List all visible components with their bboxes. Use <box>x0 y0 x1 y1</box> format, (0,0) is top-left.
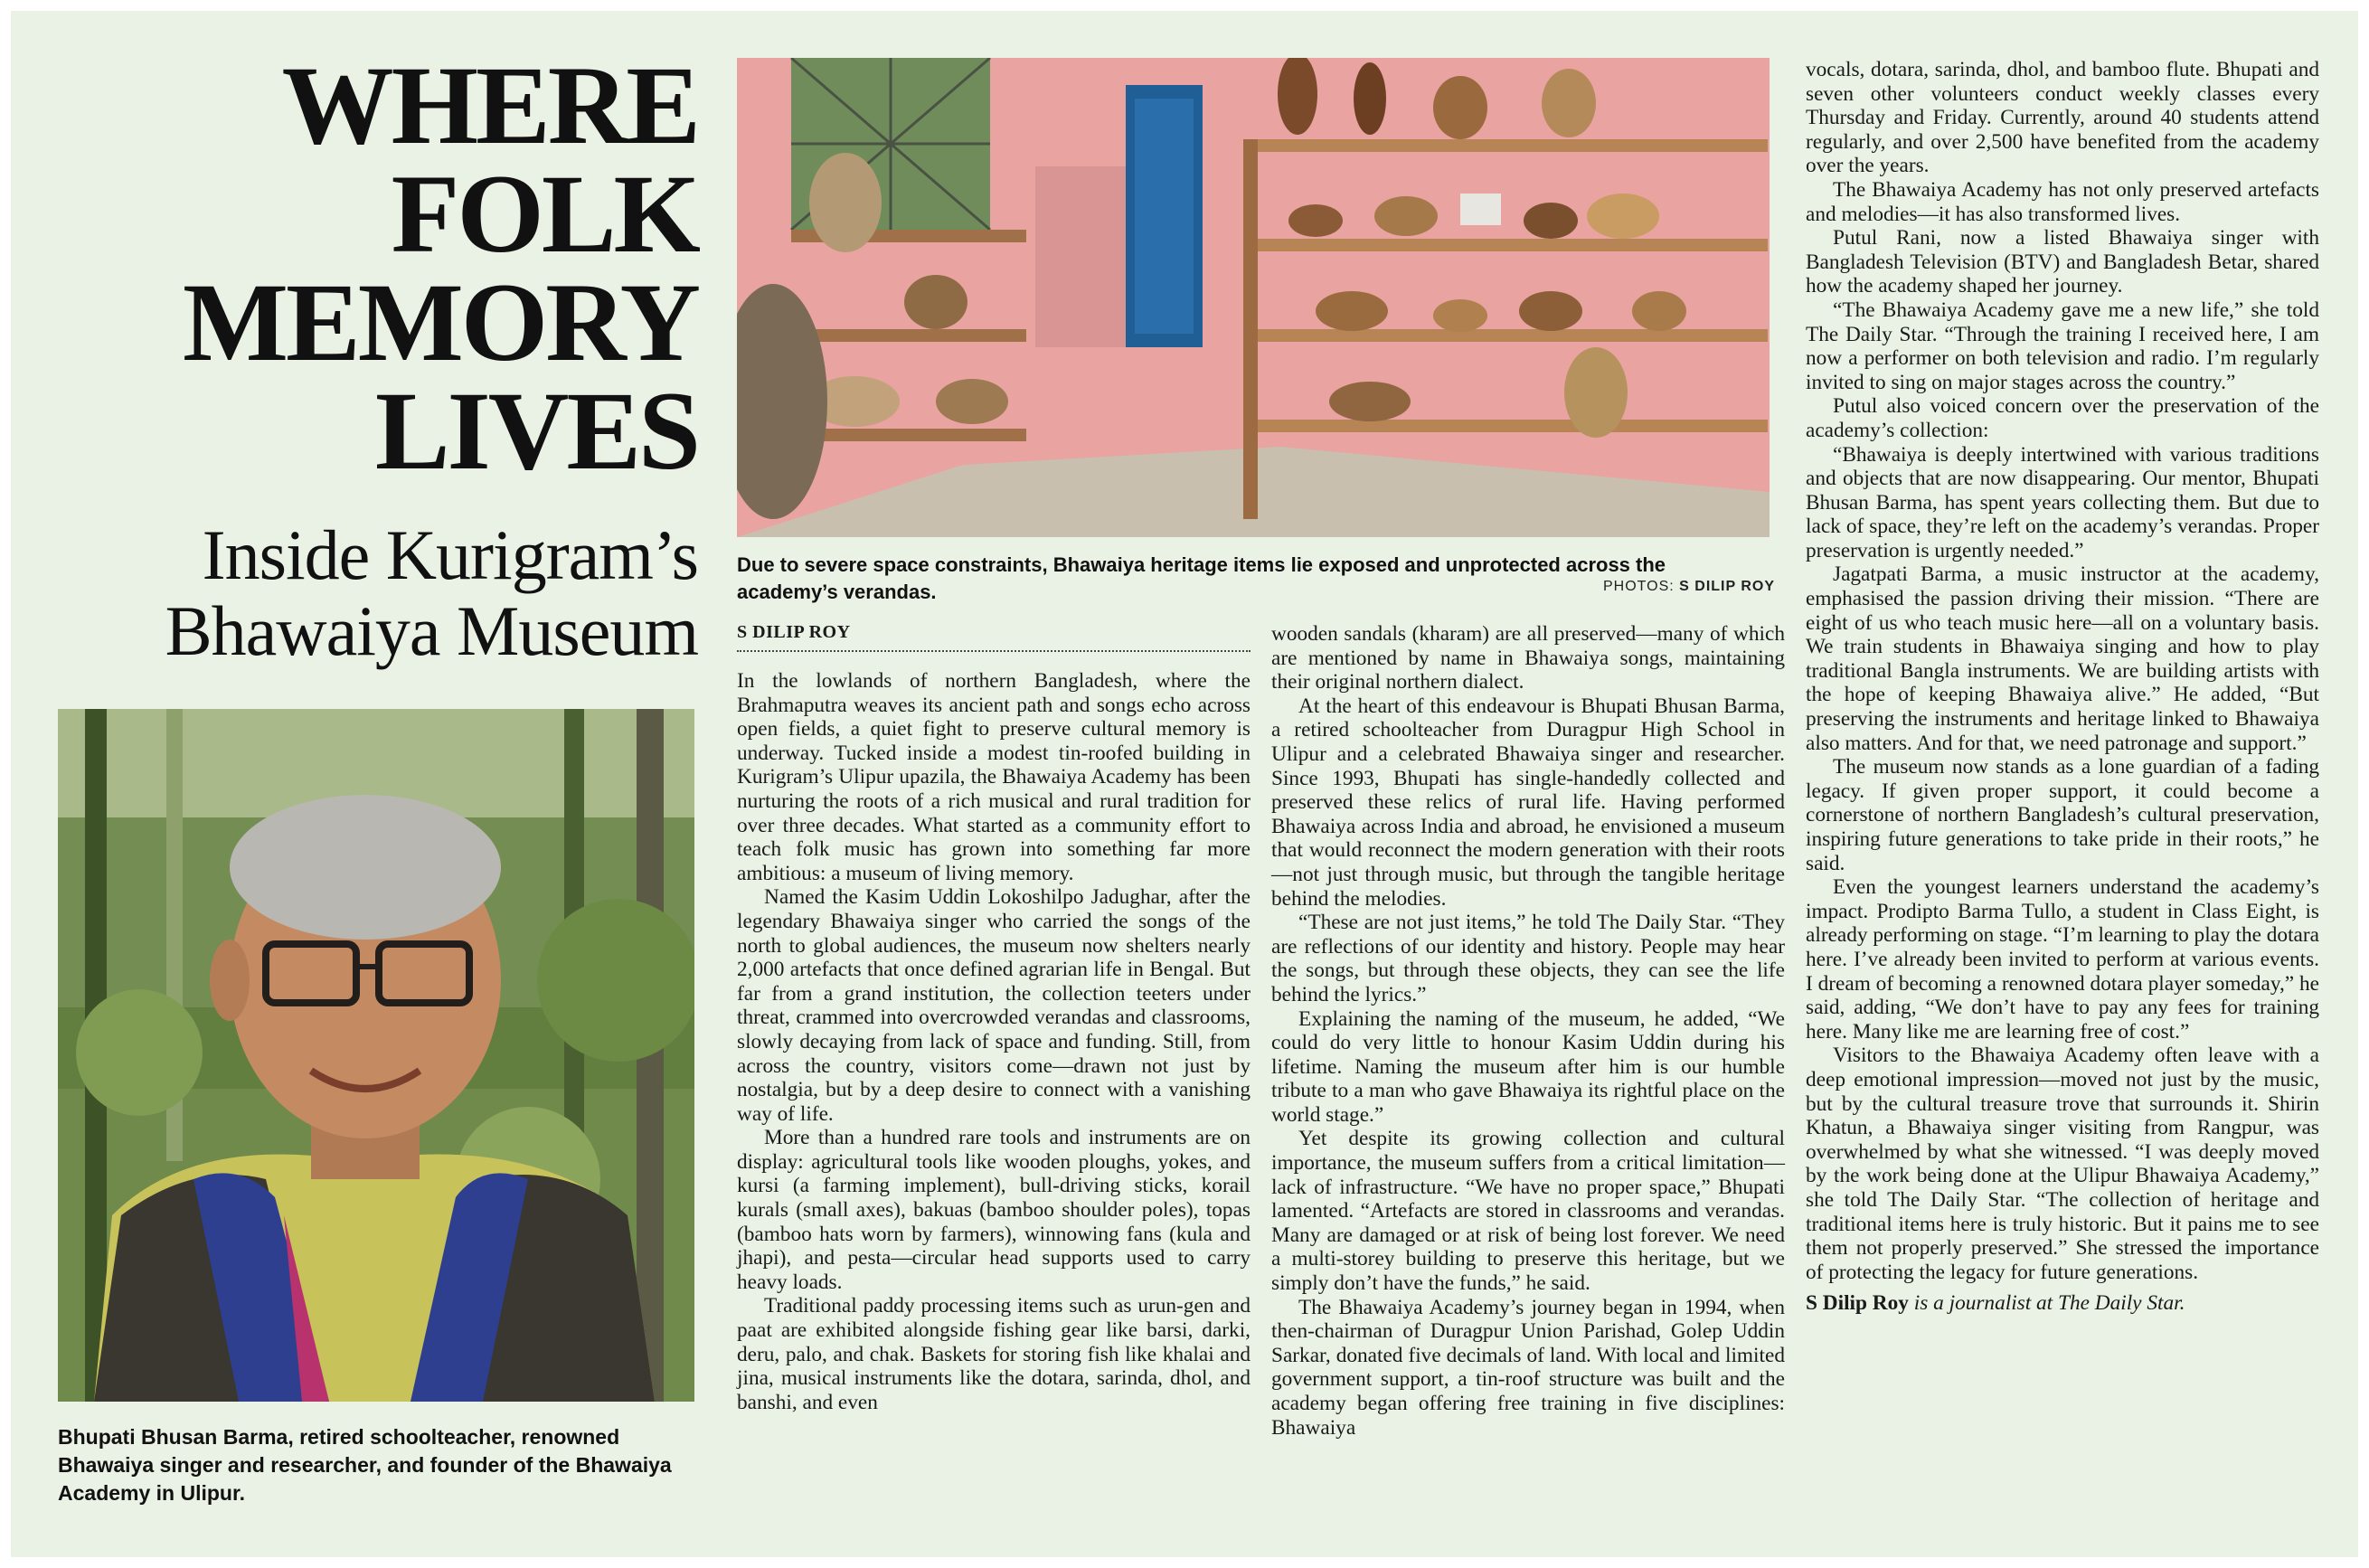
veranda-illustration <box>737 58 1770 537</box>
subheadline-line: Bhawaiya Museum <box>165 591 698 670</box>
paragraph: Yet despite its growing collection and cultural importance, the museum suffers from a critical limitation—lack of infrastructure. “We have no proper space,” Bhupati lamented. “Artefacts are stored in classrooms and verandas. Many are damaged or at risk of being lost forever. We need a multi-storey building to preserve this heritage, but we simply don’t have the funds,” he said. <box>1271 1127 1785 1296</box>
paragraph: Putul also voiced concern over the preservation of the academy’s collection: <box>1806 394 2319 442</box>
paragraph: Traditional paddy processing items such as urun-gen and paat are exhibited alongside fishing gear like barsi, darki, deru, palo, and chak. Baskets for storing fish like khalai and jina, musical instruments like the dotara, sarinda, dhol, and banshi, and even <box>737 1294 1251 1414</box>
paragraph: Jagatpati Barma, a music instructor at the academy, emphasised the passion driving their mission. “There are eight of us who teach music here—all on a voluntary basis. We train students in Bhawaiya singing and how to play traditional Bangla instruments. We are building artists with the hope of keeping Bhawaiya alive.” He added, “But preserving the instruments and heritage linked to Bhawaiya also matters. And for that, we need patronage and support.” <box>1806 562 2319 755</box>
paragraph: “The Bhawaiya Academy gave me a new life,” she told The Daily Star. “Through the training I received here, I am now a performer on both television and radio. I’m regularly invited to sing on major stages across the country.” <box>1806 298 2319 394</box>
photo-credit-name: S DILIP ROY <box>1679 579 1775 594</box>
article-column-2 <box>1271 622 1785 1440</box>
paragraph: Visitors to the Bhawaiya Academy often leave with a deep emotional impression—moved not just by the music, but by the cultural treasure trove that surrounds it. Shirin Khatun, a Bhawaiya singer visiting from Rangpur, was overwhelmed by what she witnessed. “I was deeply moved by the work being done at the Ulipur Bhawaiya Academy,” she told The Daily Star. “The collection of heritage and traditional items here is truly historic. But it pains me to see them not properly preserved.” She stressed the importance of protecting the legacy for future generations. <box>1806 1044 2319 1284</box>
paragraph: More than a hundred rare tools and instruments are on display: agricultural tools like wooden ploughs, yokes, and kursi (a farming implement), bull-driving sticks, korail kurals (small axes), bakuas (bamboo shoulder poles), topas (bamboo hats worn by farmers), winnowing fans (kula and jhapi), and pesta—circular head supports used to carry heavy loads. <box>737 1126 1251 1294</box>
paragraph: The Bhawaiya Academy’s journey began in 1994, when then-chairman of Duragpur Union Parishad, Golep Uddin Sarkar, donated five decimals of land. With local and limited government support, a tin-roof structure was built and the academy began offering free training in five disciplines: Bhawaiya <box>1271 1295 1785 1440</box>
paragraph: The Bhawaiya Academy has not only preserved artefacts and melodies—it has also transformed lives. <box>1806 177 2319 226</box>
subheadline <box>65 517 698 669</box>
author-note <box>1806 1291 2319 1316</box>
paragraph: Explaining the naming of the museum, he added, “We could do very little to honour Kasim Uddin during his lifetime. Naming the museum after him is our humble tribute to a man who gave Bhawaiya its rightful place on the world stage.” <box>1271 1006 1785 1127</box>
paragraph: “These are not just items,” he told The Daily Star. “They are reflections of our identity and history. People may hear the songs, but through these objects, they can see the life behind the lyrics.” <box>1271 911 1785 1006</box>
paragraph: Named the Kasim Uddin Lokoshilpo Jadughar, after the legendary Bhawaiya singer who carried the songs of the north to global audiences, the museum now shelters nearly 2,000 artefacts that once defined agrarian life in Bengal. But far from a grand institution, the collection teeters under threat, crammed into overcrowded verandas and classrooms, slowly decaying from lack of space and funding. Still, from across the country, visitors come—drawn not just by nostalgia, but by a deep desire to connect with a vanishing way of life. <box>737 885 1251 1126</box>
paragraph: Putul Rani, now a listed Bhawaiya singer with Bangladesh Television (BTV) and Bangladesh Betar, shared how the academy shaped her journey. <box>1806 226 2319 298</box>
paragraph: “Bhawaiya is deeply intertwined with various traditions and objects that are now disappearing. Our mentor, Bhupati Bhusan Barma, has spent years collecting them. But due to lack of space, they’re left on the academy’s verandas. Proper preservation is urgently needed.” <box>1806 442 2319 562</box>
portrait-photo <box>58 709 694 1402</box>
article-column-1 <box>737 669 1251 1414</box>
paragraph: wooden sandals (kharam) are all preserved—many of which are mentioned by name in Bhawaiya songs, maintaining their original northern dialect. <box>1271 622 1785 694</box>
headline-line: FOLK <box>391 152 698 276</box>
headline-line: WHERE <box>281 43 698 167</box>
portrait-caption: Bhupati Bhusan Barma, retired schoolteacher, renowned Bhawaiya singer and researcher, and founder of the Bhawaiya Academy in Ulipur. <box>58 1425 672 1505</box>
subheadline-line: Inside Kurigram’s <box>202 515 698 594</box>
headline-line: MEMORY <box>183 260 698 384</box>
photo-credit <box>1603 579 1775 595</box>
paragraph: Even the youngest learners understand the academy’s impact. Prodipto Barma Tullo, a student in Class Eight, is already performing on stage. “I’m learning to play the dotara here. I’ve already been invited to perform at various events. I dream of becoming a renowned dotara player someday,” he said, adding, “We don’t have to pay any fees for training here. Many like me are learning free of cost.” <box>1806 875 2319 1044</box>
byline: S DILIP ROY <box>737 622 1251 652</box>
headline <box>74 43 698 493</box>
author-note-outlet: The Daily Star. <box>2057 1291 2185 1316</box>
portrait-illustration <box>58 709 694 1402</box>
paragraph: In the lowlands of northern Bangladesh, where the Brahmaputra weaves its ancient path and songs echo across open fields, a quiet fight to preserve cultural memory is underway. Tucked inside a modest tin-roofed building in Kurigram’s Ulipur upazila, the Bhawaiya Academy has been nurturing the roots of a rich musical and rural tradition for over three decades. What started as a community effort to teach folk music has grown into something far more ambitious: a museum of living memory. <box>737 669 1251 885</box>
headline-line: LIVES <box>374 369 698 493</box>
paragraph: vocals, dotara, sarinda, dhol, and bamboo flute. Bhupati and seven other volunteers conduct weekly classes every Thursday and Friday. Currently, around 40 students attend regularly, and over 2,500 have benefited from the academy over the years. <box>1806 58 2319 178</box>
paragraph: At the heart of this endeavour is Bhupati Bhusan Barma, a retired schoolteacher from Duragpur High School in Ulipur and a celebrated Bhawaiya singer and researcher. Since 1993, Bhupati has single-handedly collected and preserved these relics of rural life. Having performed Bhawaiya across India and abroad, he envisioned a museum that would reconnect the modern generation with their roots—not just through music, but through the tangible heritage behind the melodies. <box>1271 694 1785 911</box>
author-note-text: is a journalist at <box>1908 1291 2058 1316</box>
paragraph: The museum now stands as a lone guardian of a fading legacy. If given proper support, it could become a cornerstone of northern Bangladesh’s cultural preservation, inspiring future generations to take pride in their roots,” he said. <box>1806 755 2319 875</box>
photo-credit-label: PHOTOS: <box>1602 579 1675 594</box>
author-note-name: S Dilip Roy <box>1806 1291 1909 1316</box>
photo-caption: Due to severe space constraints, Bhawaiya heritage items lie exposed and unprotected across the academy’s verandas. <box>737 553 1666 603</box>
article-column-3 <box>1806 58 2319 1316</box>
newspaper-page <box>11 11 2358 1557</box>
veranda-photo <box>737 58 1770 537</box>
